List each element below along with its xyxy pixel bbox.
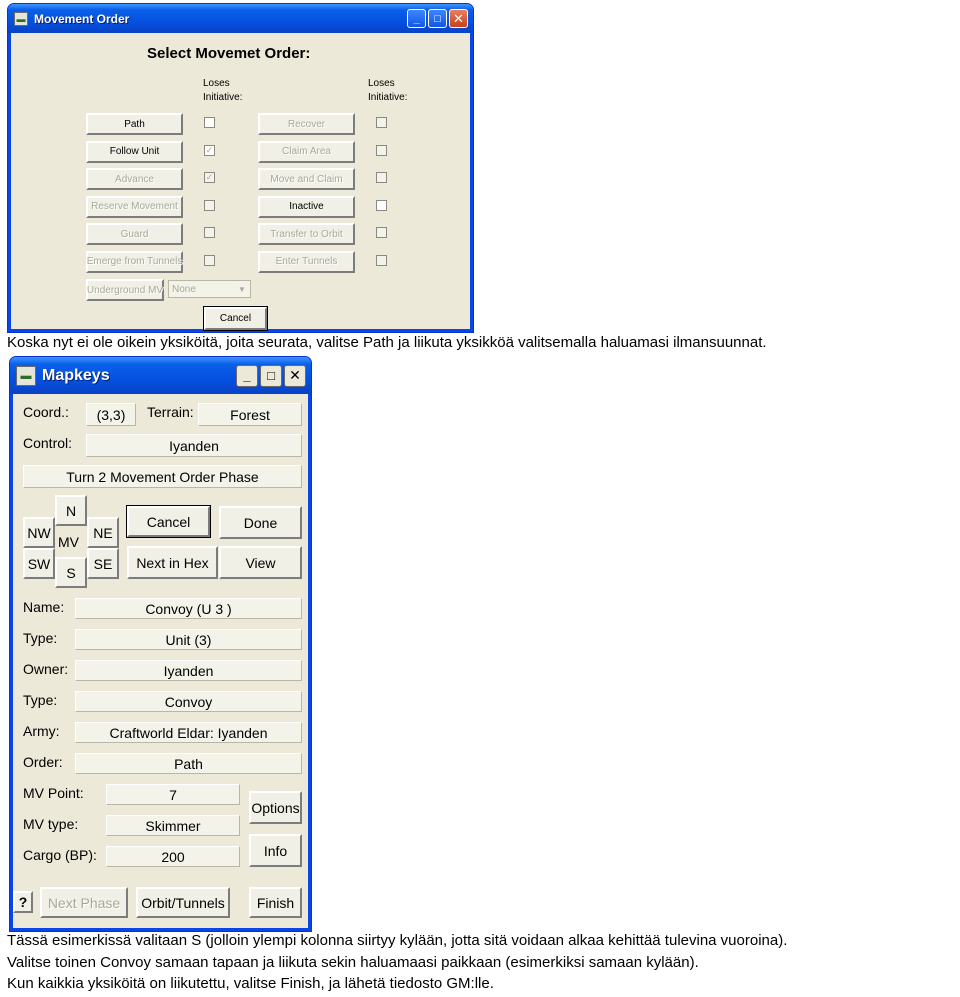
left-initiative-checkbox-2[interactable]: ✓ [205,144,214,155]
underground-mv-button[interactable]: Underground MV [86,279,164,301]
coord-value: (3,3) [86,403,136,426]
movement-order-titlebar[interactable] [8,4,473,33]
terrain-value: Forest [198,403,302,426]
owner-label: Owner: [23,661,69,677]
mapkeys-window [9,356,312,932]
order-label: Order: [23,754,63,770]
right-order-button-1[interactable]: Recover [258,113,355,135]
cancel-button[interactable]: Cancel [127,506,210,537]
direction-n-button[interactable]: N [55,495,87,526]
right-order-button-3[interactable]: Move and Claim [258,168,355,190]
mv-point-label: MV Point: [23,785,84,801]
type2-value: Convoy [75,691,302,712]
direction-s-button[interactable]: S [55,557,87,588]
order-value: Path [75,753,302,774]
left-initiative-checkbox-3[interactable]: ✓ [205,172,214,182]
movement-order-window [7,3,474,333]
finish-button[interactable]: Finish [249,887,302,918]
mv-point-value: 7 [106,784,240,805]
right-initiative-checkbox-4[interactable] [376,200,387,211]
right-initiative-checkbox-2[interactable] [376,145,387,156]
control-label: Control: [23,435,73,451]
left-initiative-checkbox-4[interactable] [204,200,215,211]
underground-select[interactable] [168,280,251,298]
close-icon[interactable]: ✕ [284,365,306,387]
view-button[interactable]: View [219,546,302,579]
army-value: Craftworld Eldar: Iyanden [75,722,302,743]
mv-type-value: Skimmer [106,815,240,836]
app-icon: ▬ [14,12,28,26]
army-label: Army: [23,723,60,739]
info-button[interactable]: Info [249,834,302,867]
next-in-hex-button[interactable]: Next in Hex [127,546,218,579]
right-order-button-5[interactable]: Transfer to Orbit [258,223,355,245]
right-order-button-6[interactable]: Enter Tunnels [258,251,355,273]
minimize-icon[interactable]: _ [236,365,258,387]
options-button[interactable]: Options [249,791,302,824]
mapkeys-titlebar[interactable] [10,357,311,394]
maximize-icon[interactable]: □ [428,9,447,28]
coord-label: Coord.: [23,404,69,420]
loses-initiative-label-left: Loses Initiative: [203,78,243,103]
owner-value: Iyanden [75,660,302,681]
direction-nw-button[interactable]: NW [23,517,55,548]
mapkeys-client [13,394,308,928]
left-order-button-3[interactable]: Advance [86,168,183,190]
dialog-heading: Select Movemet Order: [147,45,311,62]
type-label: Type: [23,630,58,646]
left-order-button-5[interactable]: Guard [86,223,183,245]
caption-1: Koska nyt ei ole oikein yksiköitä, joita seurata, valitse Path ja liikuta yksikköä valitsemalla haluamasi ilmansuunnat. [7,334,767,351]
phase-display: Turn 2 Movement Order Phase [23,465,302,488]
name-value: Convoy (U 3 ) [75,598,302,619]
minimize-icon[interactable]: _ [407,9,426,28]
window-title: Mapkeys [42,366,110,384]
maximize-icon[interactable]: □ [260,365,282,387]
right-initiative-checkbox-3[interactable] [376,172,387,183]
left-order-button-2[interactable]: Follow Unit [86,141,183,163]
caption-2-line-1: Tässä esimerkissä valitaan S (jolloin ylempi kolonna siirtyy kylään, jotta sitä voidaan alkaa kehittää tulevina vuoroina). [7,932,788,949]
left-initiative-checkbox-1[interactable] [204,117,215,128]
name-label: Name: [23,599,65,615]
control-value: Iyanden [86,434,302,457]
left-order-button-1[interactable]: Path [86,113,183,135]
movement-order-client [11,33,470,329]
direction-ne-button[interactable]: NE [87,517,119,548]
window-title: Movement Order [34,11,130,26]
direction-se-button[interactable]: SE [87,548,119,579]
cancel-button[interactable]: Cancel [204,307,267,330]
underground-select-value: None [172,283,196,295]
mv-label: MV [58,534,79,550]
left-order-button-6[interactable]: Emerge from Tunnels [86,251,183,273]
orbit-tunnels-button[interactable]: Orbit/Tunnels [136,887,230,918]
chevron-down-icon[interactable]: ▼ [238,284,246,294]
app-icon: ▬ [16,366,36,386]
cargo-value: 200 [106,846,240,867]
caption-2-line-3: Kun kaikkia yksiköitä on liikutettu, valitse Finish, ja lähetä tiedosto GM:lle. [7,975,494,992]
done-button[interactable]: Done [219,506,302,539]
caption-2-line-2: Valitse toinen Convoy samaan tapaan ja liikuta sekin haluamaasi paikkaan (esimerkiksi samaan kylään). [7,954,699,971]
cargo-label: Cargo (BP): [23,847,97,863]
left-initiative-checkbox-5[interactable] [204,227,215,238]
direction-sw-button[interactable]: SW [23,548,55,579]
close-icon[interactable]: ✕ [449,9,468,28]
left-order-button-4[interactable]: Reserve Movement [86,196,183,218]
mv-type-label: MV type: [23,816,79,832]
loses-initiative-label-right: Loses Initiative: [368,78,408,103]
type-value: Unit (3) [75,629,302,650]
right-order-button-4[interactable]: Inactive [258,196,355,218]
terrain-label: Terrain: [147,404,194,420]
right-initiative-checkbox-5[interactable] [376,227,387,238]
type2-label: Type: [23,692,58,708]
right-initiative-checkbox-1[interactable] [376,117,387,128]
next-phase-button[interactable]: Next Phase [40,887,128,918]
left-initiative-checkbox-6[interactable] [204,255,215,266]
right-initiative-checkbox-6[interactable] [376,255,387,266]
help-button[interactable]: ? [13,891,33,913]
right-order-button-2[interactable]: Claim Area [258,141,355,163]
